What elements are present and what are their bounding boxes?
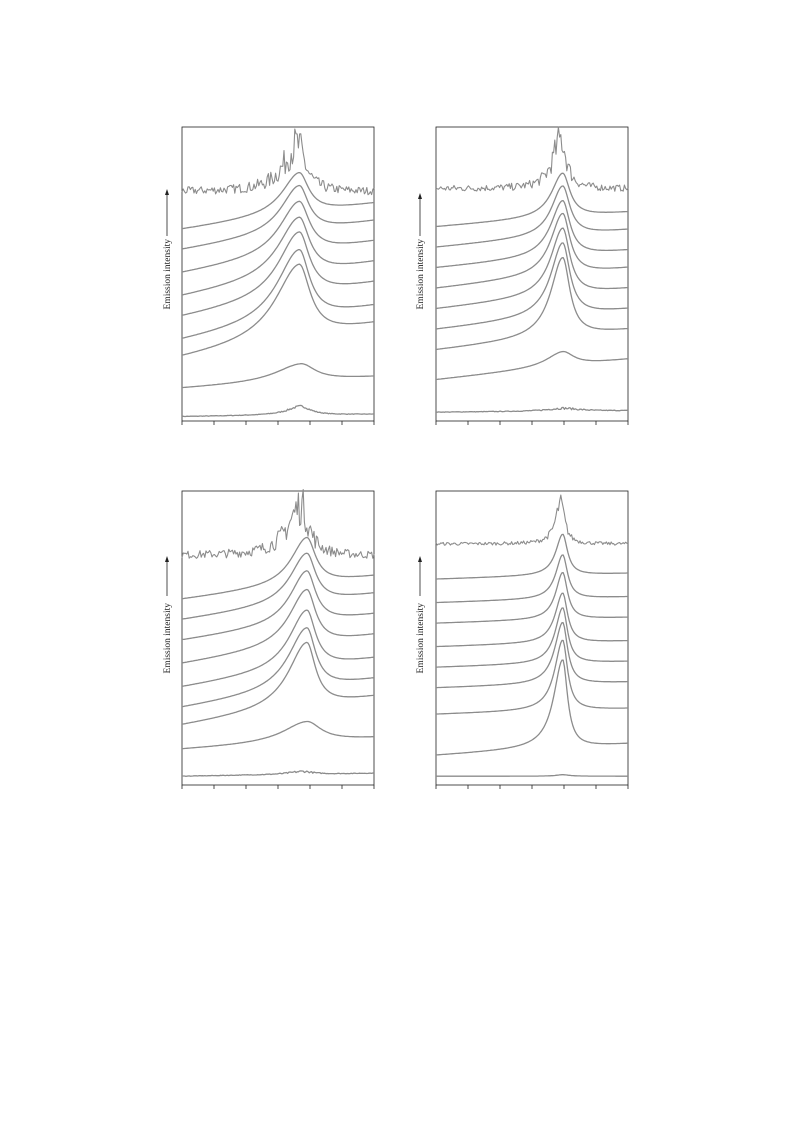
y-axis-label: Emission intensity <box>163 603 173 674</box>
y-axis-label: Emission intensity <box>416 603 426 674</box>
y-axis-label: Emission intensity <box>416 239 426 310</box>
y-axis-label: Emission intensity <box>163 239 173 310</box>
